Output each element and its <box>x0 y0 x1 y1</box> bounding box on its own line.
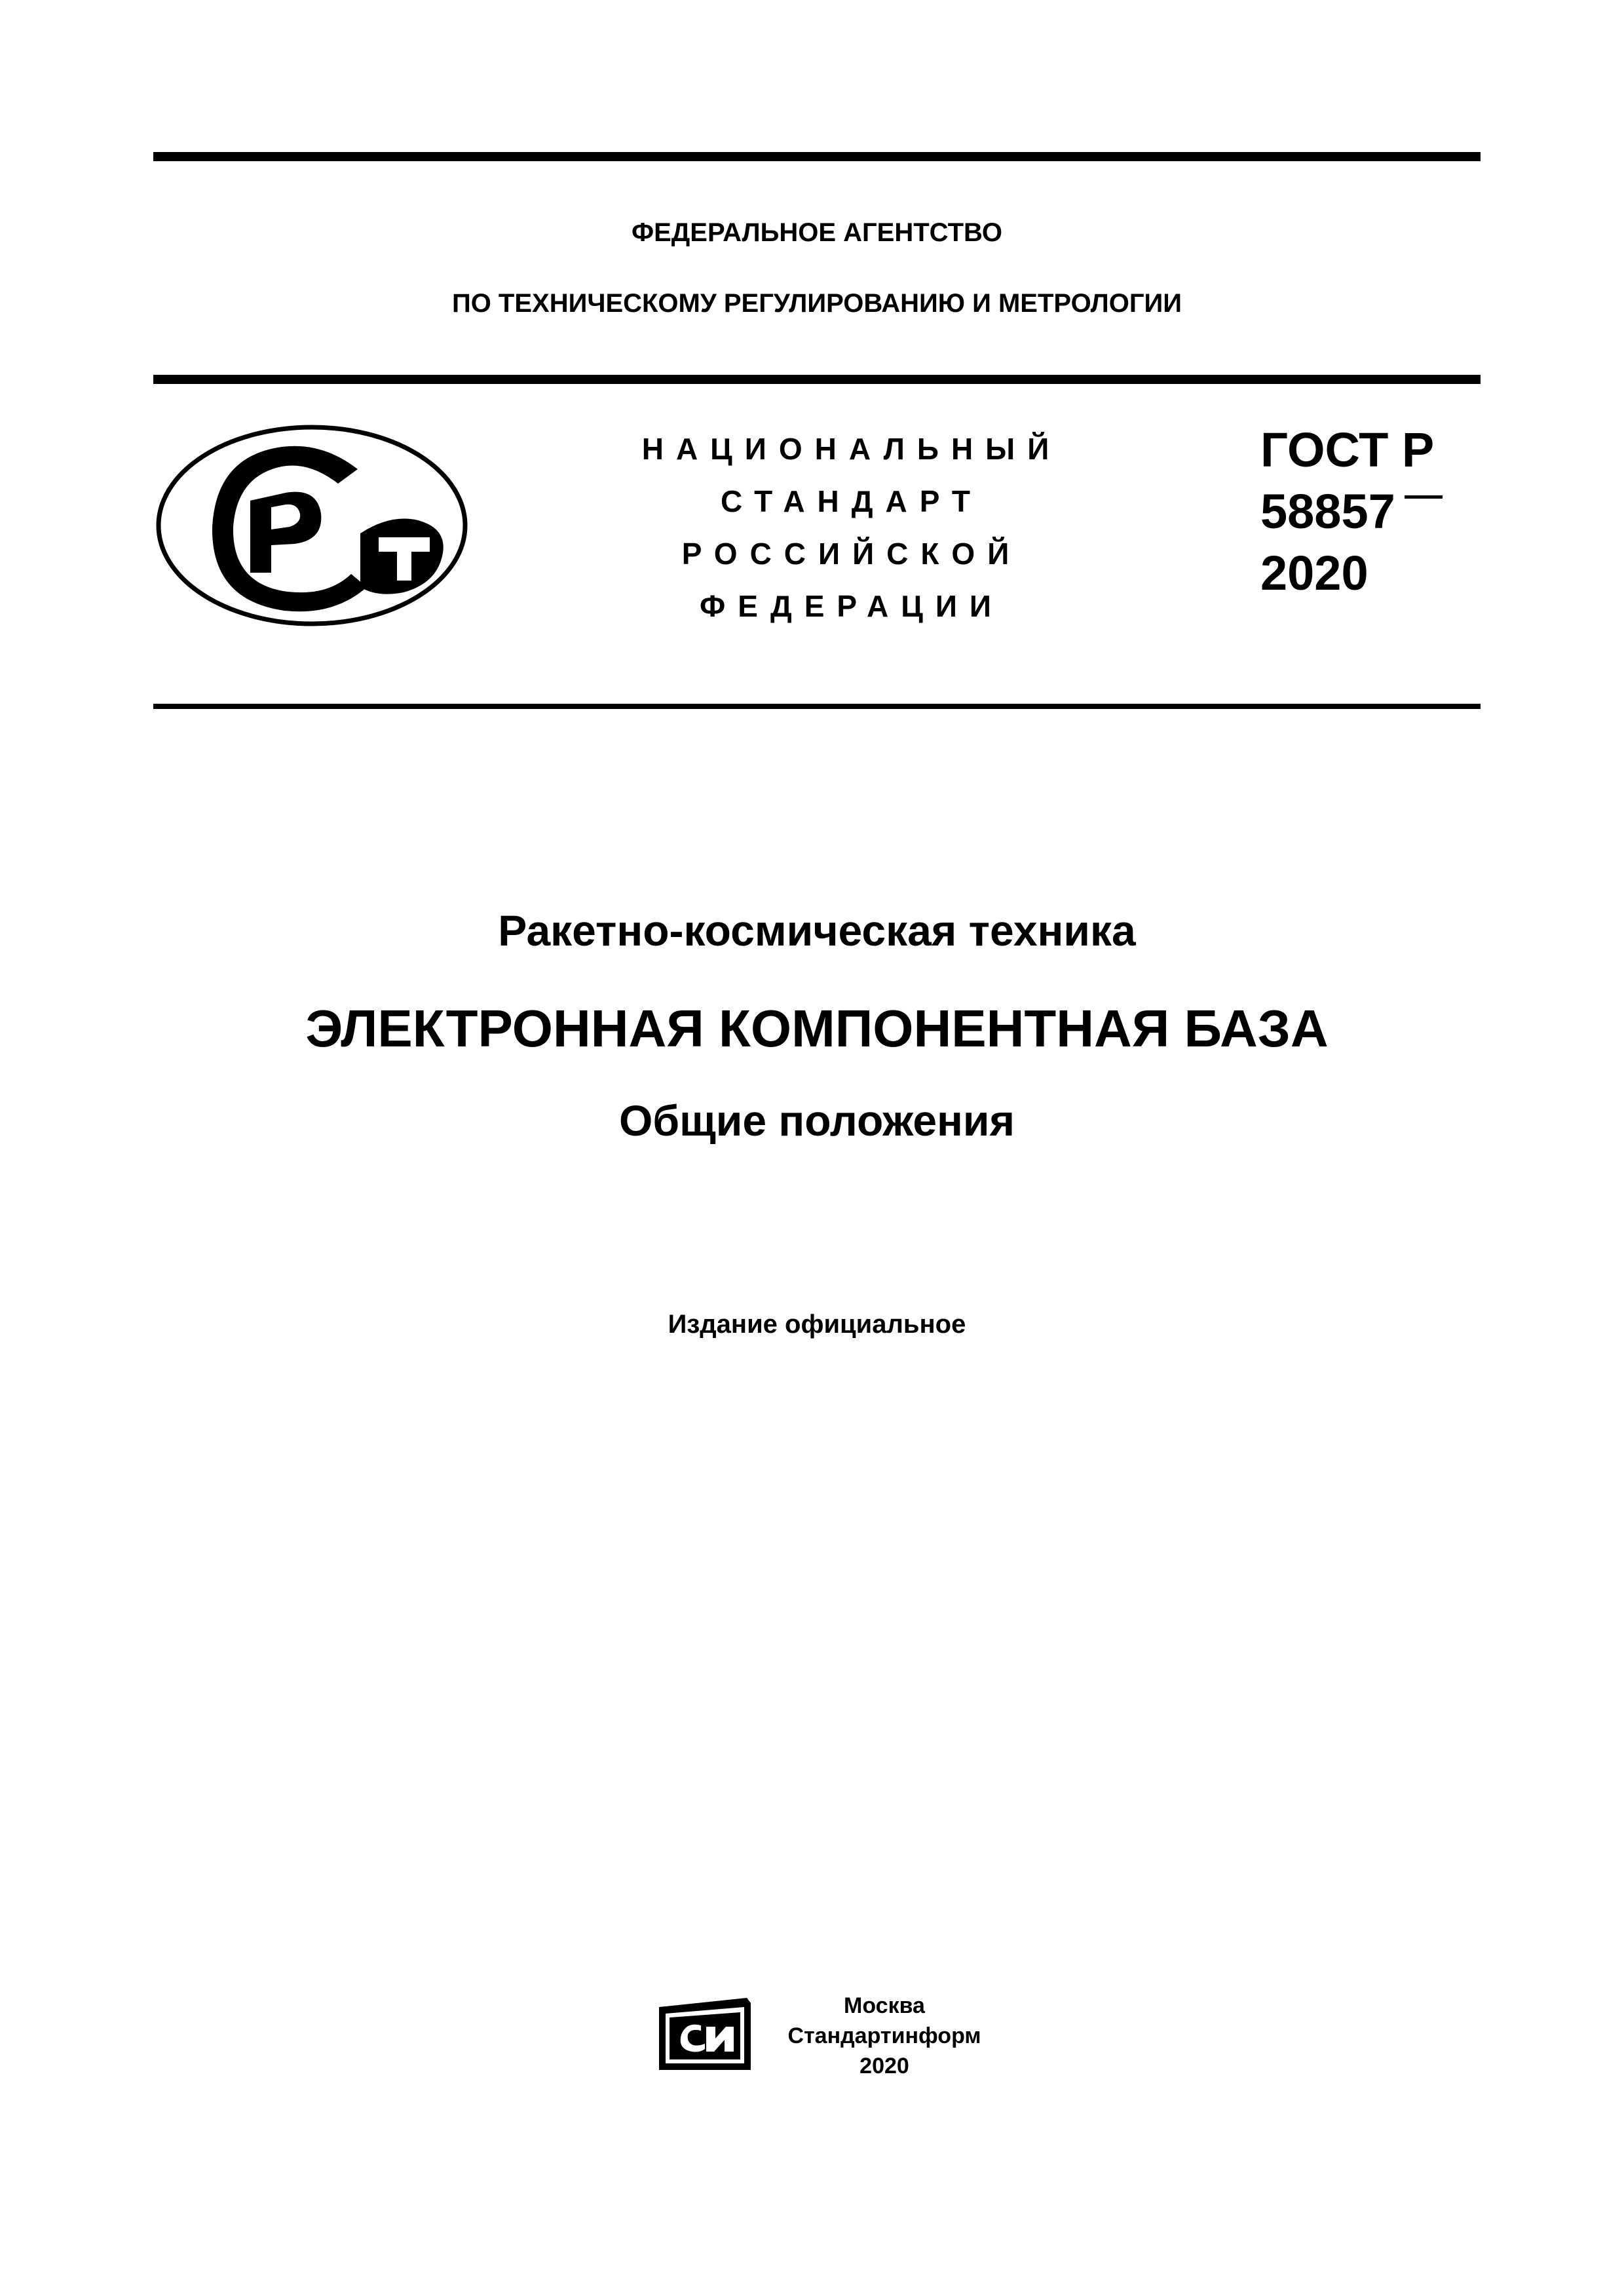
agency-line-2: ПО ТЕХНИЧЕСКОМУ РЕГУЛИРОВАНИЮ И МЕТРОЛОГИИ <box>451 289 1182 318</box>
lower-rule <box>153 704 1481 709</box>
national-line-2: СТАНДАРТ <box>721 484 983 518</box>
standard-designation <box>1260 419 1443 604</box>
top-rule <box>153 152 1481 161</box>
national-line-3: РОССИЙСКОЙ <box>681 537 1022 571</box>
document-subtitle: Общие положения <box>618 1096 1015 1145</box>
gost-r-certification-mark-icon <box>155 423 469 628</box>
middle-rule <box>153 375 1481 384</box>
publisher-name: Стандартинформ <box>787 2023 981 2048</box>
standartinform-logo-icon <box>655 1994 753 2074</box>
document-subject: Ракетно-космическая техника <box>498 906 1136 955</box>
publisher-city: Москва <box>844 1993 925 2018</box>
standard-year: 2020 <box>1260 546 1369 600</box>
document-title: ЭЛЕКТРОННАЯ КОМПОНЕНТНАЯ БАЗА <box>305 999 1329 1058</box>
national-standard-label <box>629 423 1074 632</box>
publisher-block <box>773 1991 996 2081</box>
publisher-year: 2020 <box>859 2054 909 2078</box>
agency-line-1: ФЕДЕРАЛЬНОЕ АГЕНТСТВО <box>631 218 1003 247</box>
national-line-4: ФЕДЕРАЦИИ <box>700 589 1004 623</box>
national-line-1: НАЦИОНАЛЬНЫЙ <box>641 432 1062 466</box>
edition-label: Издание официальное <box>668 1310 966 1339</box>
standard-dash <box>1405 495 1443 499</box>
standard-number: 58857 <box>1260 484 1395 539</box>
standard-prefix: ГОСТ Р <box>1260 423 1435 477</box>
